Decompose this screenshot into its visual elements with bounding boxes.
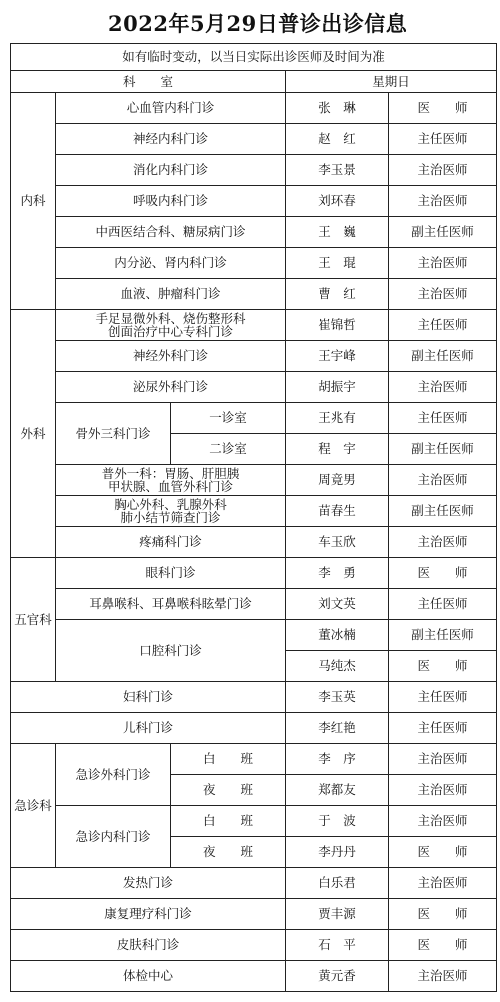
category-cell: 急诊科 (11, 744, 56, 868)
doctor-cell: 刘文英 (286, 589, 389, 620)
title-cell: 主任医师 (389, 310, 497, 341)
dept-cell: 血液、肿瘤科门诊 (56, 279, 286, 310)
title-cell: 医 师 (389, 651, 497, 682)
dept-cell: 骨外三科门诊 (56, 403, 171, 465)
table-row (11, 279, 497, 310)
dept-cell: 妇科门诊 (11, 682, 286, 713)
dept-cell: 口腔科门诊 (56, 620, 286, 682)
doctor-cell: 李玉景 (286, 155, 389, 186)
notice-text: 如有临时变动，以当日实际出诊医师及时间为准 (11, 44, 497, 71)
title-cell: 副主任医师 (389, 341, 497, 372)
doctor-cell: 王兆有 (286, 403, 389, 434)
doctor-cell: 黄元香 (286, 961, 389, 992)
title-cell: 主任医师 (389, 713, 497, 744)
title-cell: 主治医师 (389, 527, 497, 558)
table-row (11, 248, 497, 279)
page-title: 2022年5月29日普诊出诊信息 (108, 11, 408, 36)
doctor-cell: 马纯杰 (286, 651, 389, 682)
dept-line: 胸心外科、乳腺外科 (114, 496, 227, 512)
title-cell: 副主任医师 (389, 620, 497, 651)
doctor-cell: 石 平 (286, 930, 389, 961)
shift-cell: 白 班 (171, 806, 286, 837)
dept-cell: 神经内科门诊 (56, 124, 286, 155)
dept-line: 甲状腺、血管外科门诊 (107, 479, 233, 494)
doctor-cell: 程 宇 (286, 434, 389, 465)
table-row (11, 682, 497, 713)
title-cell: 医 师 (389, 899, 497, 930)
table-row (11, 217, 497, 248)
dept-cell: 呼吸内科门诊 (56, 186, 286, 217)
title-cell: 主治医师 (389, 961, 497, 992)
doctor-cell: 苗春生 (286, 496, 389, 527)
doctor-cell: 刘环春 (286, 186, 389, 217)
title-cell: 主治医师 (389, 186, 497, 217)
header-day: 星期日 (286, 71, 497, 93)
doctor-cell: 贾丰源 (286, 899, 389, 930)
table-row (11, 341, 497, 372)
title-cell: 医 师 (389, 837, 497, 868)
table-row (11, 465, 497, 496)
doctor-cell: 王 巍 (286, 217, 389, 248)
dept-line: 创面治疗中心专科门诊 (107, 324, 233, 339)
shift-cell: 夜 班 (171, 775, 286, 806)
dept-cell: 急诊内科门诊 (56, 806, 171, 868)
table-row (11, 372, 497, 403)
table-row (11, 744, 497, 775)
dept-cell: 中西医结合科、糖尿病门诊 (56, 217, 286, 248)
dept-cell: 皮肤科门诊 (11, 930, 286, 961)
table-row (11, 186, 497, 217)
dept-cell: 眼科门诊 (56, 558, 286, 589)
category-cell: 五官科 (11, 558, 56, 682)
table-row (11, 403, 497, 434)
dept-cell: 心血管内科门诊 (56, 93, 286, 124)
title-cell: 主治医师 (389, 775, 497, 806)
table-row (11, 155, 497, 186)
title-cell: 主治医师 (389, 868, 497, 899)
doctor-cell: 李 序 (286, 744, 389, 775)
table-row (11, 496, 497, 527)
shift-cell: 白 班 (171, 744, 286, 775)
doctor-cell: 李 勇 (286, 558, 389, 589)
title-cell: 主治医师 (389, 279, 497, 310)
doctor-cell: 张 琳 (286, 93, 389, 124)
table-row (11, 930, 497, 961)
category-cell: 外科 (11, 310, 56, 558)
dept-cell: 内分泌、肾内科门诊 (56, 248, 286, 279)
dept-line: 肺小结节筛查门诊 (120, 510, 221, 525)
doctor-cell: 赵 红 (286, 124, 389, 155)
title-cell: 副主任医师 (389, 217, 497, 248)
dept-cell (56, 465, 286, 496)
room-cell: 二诊室 (171, 434, 286, 465)
header-dept: 科 室 (11, 71, 286, 93)
title-cell: 主治医师 (389, 465, 497, 496)
table-row (11, 558, 497, 589)
table-row (11, 527, 497, 558)
table-row (11, 868, 497, 899)
dept-cell: 康复理疗科门诊 (11, 899, 286, 930)
title-cell: 主任医师 (389, 682, 497, 713)
doctor-cell: 胡振宇 (286, 372, 389, 403)
title-cell: 副主任医师 (389, 434, 497, 465)
dept-line: 普外一科：胃肠、肝胆胰 (101, 465, 240, 481)
dept-cell: 耳鼻喉科、耳鼻喉科眩晕门诊 (56, 589, 286, 620)
dept-line: 手足显微外科、烧伤整形科 (95, 310, 246, 326)
dept-cell: 儿科门诊 (11, 713, 286, 744)
dept-cell: 神经外科门诊 (56, 341, 286, 372)
title-cell: 医 师 (389, 558, 497, 589)
doctor-cell: 李红艳 (286, 713, 389, 744)
doctor-cell: 周竟男 (286, 465, 389, 496)
table-row (11, 589, 497, 620)
doctor-cell: 车玉欣 (286, 527, 389, 558)
shift-cell: 夜 班 (171, 837, 286, 868)
title-cell: 主任医师 (389, 403, 497, 434)
title-cell: 主治医师 (389, 372, 497, 403)
title-cell: 医 师 (389, 93, 497, 124)
schedule-table (10, 43, 497, 992)
title-cell: 副主任医师 (389, 496, 497, 527)
doctor-cell: 郑都友 (286, 775, 389, 806)
table-row (11, 124, 497, 155)
hospital-logo-area (58, 6, 102, 40)
title-cell: 主治医师 (389, 744, 497, 775)
dept-cell (56, 310, 286, 341)
dept-cell: 疼痛科门诊 (56, 527, 286, 558)
title-cell: 主任医师 (389, 124, 497, 155)
table-row (11, 93, 497, 124)
title-cell: 主治医师 (389, 806, 497, 837)
table-row (11, 899, 497, 930)
doctor-cell: 李玉英 (286, 682, 389, 713)
doctor-cell: 曹 红 (286, 279, 389, 310)
doctor-cell: 崔锦哲 (286, 310, 389, 341)
dept-cell: 发热门诊 (11, 868, 286, 899)
dept-cell: 急诊外科门诊 (56, 744, 171, 806)
dept-cell: 泌尿外科门诊 (56, 372, 286, 403)
dept-cell: 消化内科门诊 (56, 155, 286, 186)
room-cell: 一诊室 (171, 403, 286, 434)
dept-cell: 体检中心 (11, 961, 286, 992)
table-row (11, 310, 497, 341)
category-cell: 内科 (11, 93, 56, 310)
dept-cell (56, 496, 286, 527)
table-row (11, 806, 497, 837)
title-cell: 主治医师 (389, 155, 497, 186)
doctor-cell: 李丹丹 (286, 837, 389, 868)
title-row (0, 0, 500, 42)
table-row (11, 713, 497, 744)
title-cell: 主治医师 (389, 248, 497, 279)
doctor-cell: 白乐君 (286, 868, 389, 899)
doctor-cell: 王宇峰 (286, 341, 389, 372)
table-row (11, 961, 497, 992)
doctor-cell: 于 波 (286, 806, 389, 837)
title-cell: 主任医师 (389, 589, 497, 620)
doctor-cell: 王 琨 (286, 248, 389, 279)
doctor-cell: 董冰楠 (286, 620, 389, 651)
table-row (11, 620, 497, 651)
title-cell: 医 师 (389, 930, 497, 961)
